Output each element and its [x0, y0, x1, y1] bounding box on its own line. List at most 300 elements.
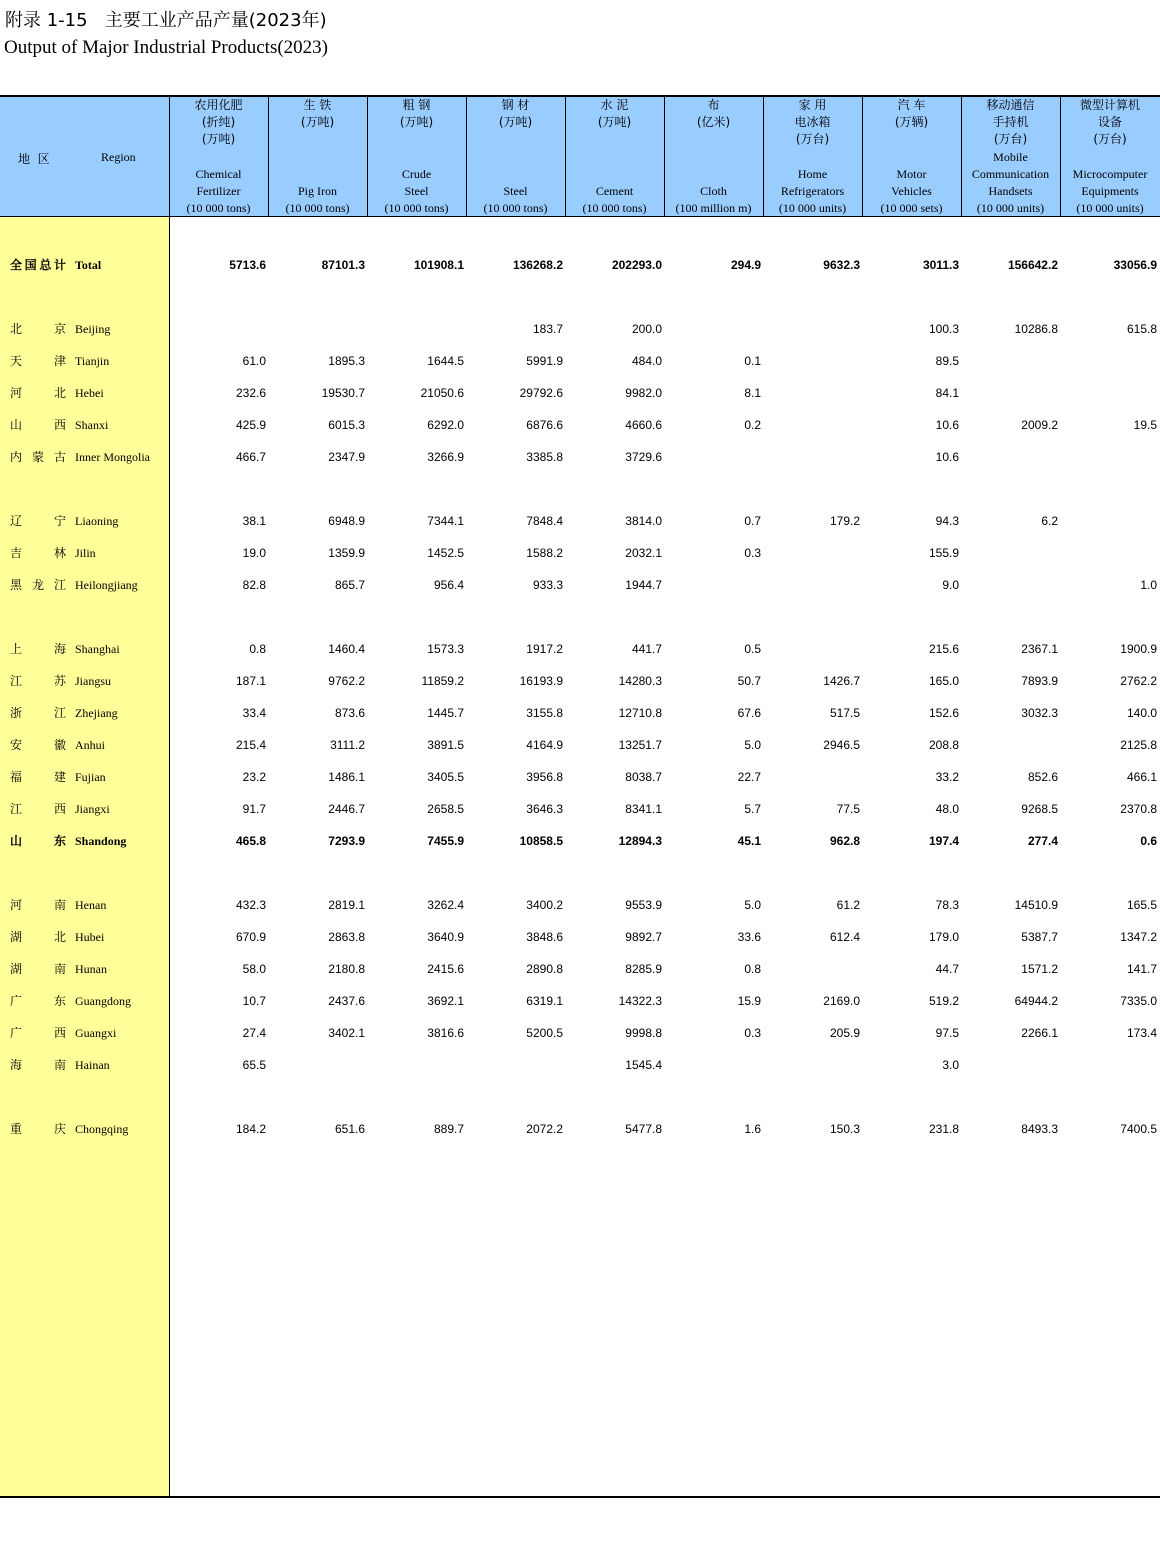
- cell-value: 1944.7: [625, 578, 662, 592]
- region-name-cn: 全国总计: [10, 258, 66, 272]
- cell-value: 1917.2: [526, 642, 563, 656]
- cell-value: 19530.7: [321, 386, 365, 400]
- region-name-cn: 湖北: [10, 930, 66, 944]
- cell-value: 612.4: [829, 930, 860, 944]
- column-header-en: [664, 183, 763, 217]
- cell-value: 84.1: [935, 386, 959, 400]
- cell-value: 50.7: [737, 674, 761, 688]
- column-header: [961, 97, 1060, 217]
- cell-value: 5991.9: [526, 354, 563, 368]
- column-header-cn: 汽 车: [897, 98, 926, 112]
- column-header-cn: (万台): [993, 132, 1028, 146]
- table-row: [0, 767, 1160, 787]
- cell-value: 155.9: [928, 546, 959, 560]
- column-header-en-line: (10 000 units): [976, 201, 1045, 215]
- header-divider: [763, 97, 764, 217]
- cell-value: 58.0: [242, 962, 266, 976]
- cell-value: 1571.2: [1021, 962, 1058, 976]
- region-name-en: Shanxi: [75, 418, 109, 432]
- region-name-cn: 江苏: [10, 674, 66, 688]
- cell-value: 136268.2: [512, 258, 563, 272]
- cell-value: 10.6: [935, 450, 959, 464]
- table-row: [0, 1023, 1160, 1043]
- column-header-cn: 电冰箱: [794, 115, 831, 129]
- cell-value: 100.3: [928, 322, 959, 336]
- region-name-en: Fujian: [75, 770, 106, 784]
- column-header-en-line: Refrigerators: [780, 184, 845, 198]
- column-header-en-line: (10 000 tons): [483, 201, 548, 215]
- region-name-cn: 广东: [10, 994, 66, 1008]
- cell-value: 9998.8: [625, 1026, 662, 1040]
- cell-value: 0.2: [744, 418, 761, 432]
- column-header-en-line: (100 million m): [675, 201, 752, 215]
- cell-value: 165.0: [928, 674, 959, 688]
- cell-value: 16193.9: [519, 674, 563, 688]
- table-row: [0, 1055, 1160, 1075]
- cell-value: 44.7: [935, 962, 959, 976]
- column-header-en-line: (10 000 tons): [285, 201, 350, 215]
- table-row: [0, 799, 1160, 819]
- cell-value: 615.8: [1126, 322, 1157, 336]
- cell-value: 82.8: [242, 578, 266, 592]
- cell-value: 13251.7: [618, 738, 662, 752]
- column-header-cn: 家 用: [798, 98, 827, 112]
- cell-value: 2819.1: [328, 898, 365, 912]
- column-header-en-line: Mobile: [993, 150, 1028, 164]
- column-header: [565, 97, 664, 217]
- cell-value: 4660.6: [625, 418, 662, 432]
- cell-value: 6.2: [1041, 514, 1058, 528]
- cell-value: 1588.2: [526, 546, 563, 560]
- cell-value: 1347.2: [1120, 930, 1157, 944]
- cell-value: 4164.9: [526, 738, 563, 752]
- cell-value: 10858.5: [519, 834, 563, 848]
- region-name-cn: 上海: [10, 642, 66, 656]
- region-name-cn: 江西: [10, 802, 66, 816]
- cell-value: 89.5: [935, 354, 959, 368]
- column-header-cn: (折纯): [201, 115, 236, 129]
- cell-value: 277.4: [1027, 834, 1058, 848]
- column-header-en-line: (10 000 sets): [880, 201, 943, 215]
- cell-value: 1900.9: [1120, 642, 1157, 656]
- cell-value: 2863.8: [328, 930, 365, 944]
- cell-value: 33.6: [737, 930, 761, 944]
- region-header-cn: 地 区: [18, 152, 50, 166]
- cell-value: 202293.0: [611, 258, 662, 272]
- cell-value: 64944.2: [1014, 994, 1058, 1008]
- column-header-en-line: Equipments: [1081, 184, 1139, 198]
- column-header-en: [268, 183, 367, 217]
- cell-value: 9892.7: [625, 930, 662, 944]
- column-header-en-line: Vehicles: [891, 184, 932, 198]
- cell-value: 205.9: [829, 1026, 860, 1040]
- cell-value: 179.2: [829, 514, 860, 528]
- cell-value: 7344.1: [427, 514, 464, 528]
- column-header: [268, 97, 367, 217]
- region-name-en: Zhejiang: [75, 706, 118, 720]
- cell-value: 3266.9: [427, 450, 464, 464]
- column-header: [664, 97, 763, 217]
- cell-value: 94.3: [935, 514, 959, 528]
- column-header-en-line: (10 000 tons): [384, 201, 449, 215]
- cell-value: 5.0: [744, 898, 761, 912]
- cell-value: 294.9: [730, 258, 761, 272]
- cell-value: 8285.9: [625, 962, 662, 976]
- cell-value: 873.6: [334, 706, 365, 720]
- region-name-cn: 山西: [10, 418, 66, 432]
- cell-value: 9762.2: [328, 674, 365, 688]
- region-name-cn: 吉林: [10, 546, 66, 560]
- cell-value: 6948.9: [328, 514, 365, 528]
- cell-value: 519.2: [928, 994, 959, 1008]
- cell-value: 1644.5: [427, 354, 464, 368]
- table-row: [0, 671, 1160, 691]
- region-name-en: Henan: [75, 898, 107, 912]
- cell-value: 3848.6: [526, 930, 563, 944]
- cell-value: 0.6: [1140, 834, 1157, 848]
- table-row: [0, 511, 1160, 531]
- cell-value: 651.6: [334, 1122, 365, 1136]
- region-name-cn: 内蒙古: [10, 450, 66, 464]
- industrial-products-table: [0, 95, 1160, 1498]
- cell-value: 2437.6: [328, 994, 365, 1008]
- cell-value: 3400.2: [526, 898, 563, 912]
- cell-value: 140.0: [1126, 706, 1157, 720]
- column-header-en-line: Communication: [971, 167, 1050, 181]
- cell-value: 2347.9: [328, 450, 365, 464]
- region-name-en: Total: [75, 258, 102, 272]
- cell-value: 152.6: [928, 706, 959, 720]
- cell-value: 889.7: [433, 1122, 464, 1136]
- region-name-en: Hubei: [75, 930, 105, 944]
- cell-value: 10.7: [242, 994, 266, 1008]
- page-title-cn: 附录 1-15 主要工业产品产量(2023年): [5, 10, 327, 31]
- cell-value: 466.7: [235, 450, 266, 464]
- cell-value: 2072.2: [526, 1122, 563, 1136]
- cell-value: 38.1: [242, 514, 266, 528]
- table-row: [0, 255, 1160, 275]
- cell-value: 0.1: [744, 354, 761, 368]
- cell-value: 101908.1: [413, 258, 464, 272]
- cell-value: 11859.2: [421, 674, 464, 688]
- header-divider: [367, 97, 368, 217]
- cell-value: 0.8: [744, 962, 761, 976]
- cell-value: 2009.2: [1021, 418, 1058, 432]
- cell-value: 2367.1: [1021, 642, 1058, 656]
- cell-value: 67.6: [737, 706, 761, 720]
- cell-value: 7893.9: [1021, 674, 1058, 688]
- column-header-en-line: Cloth: [700, 184, 727, 198]
- cell-value: 3891.5: [427, 738, 464, 752]
- column-header-en-line: (10 000 units): [1076, 201, 1144, 215]
- column-header-cn: (万吨): [201, 132, 236, 146]
- cell-value: 3814.0: [625, 514, 662, 528]
- column-header-en: [862, 166, 961, 217]
- column-header-cn: (万吨): [399, 115, 434, 129]
- cell-value: 7848.4: [526, 514, 563, 528]
- cell-value: 91.7: [242, 802, 266, 816]
- cell-value: 165.5: [1126, 898, 1157, 912]
- cell-value: 15.9: [737, 994, 761, 1008]
- table-row: [0, 991, 1160, 1011]
- cell-value: 48.0: [935, 802, 959, 816]
- cell-value: 466.1: [1126, 770, 1157, 784]
- cell-value: 8341.1: [625, 802, 662, 816]
- column-header: [1060, 97, 1160, 217]
- cell-value: 29792.6: [519, 386, 563, 400]
- region-name-cn: 黑龙江: [10, 578, 66, 592]
- column-header-cn: 粗 钢: [402, 98, 431, 112]
- region-name-cn: 河北: [10, 386, 66, 400]
- table-row: [0, 735, 1160, 755]
- column-header-en-line: Chemical: [195, 167, 242, 181]
- cell-value: 2446.7: [328, 802, 365, 816]
- cell-value: 3402.1: [328, 1026, 365, 1040]
- cell-value: 0.7: [744, 514, 761, 528]
- cell-value: 9268.5: [1021, 802, 1058, 816]
- cell-value: 2946.5: [823, 738, 860, 752]
- table-row: [0, 319, 1160, 339]
- cell-value: 3816.6: [427, 1026, 464, 1040]
- cell-value: 933.3: [532, 578, 563, 592]
- region-name-en: Tianjin: [75, 354, 110, 368]
- header-divider: [565, 97, 566, 217]
- cell-value: 3.0: [942, 1058, 959, 1072]
- column-header-cn: 钢 材: [501, 98, 530, 112]
- cell-value: 9.0: [942, 578, 959, 592]
- cell-value: 2125.8: [1120, 738, 1157, 752]
- column-header-cn: (万吨): [300, 115, 335, 129]
- cell-value: 865.7: [334, 578, 365, 592]
- cell-value: 231.8: [928, 1122, 959, 1136]
- header-divider: [466, 97, 467, 217]
- cell-value: 19.5: [1133, 418, 1157, 432]
- cell-value: 6292.0: [427, 418, 464, 432]
- column-header: [169, 97, 268, 217]
- cell-value: 1895.3: [328, 354, 365, 368]
- cell-value: 0.3: [744, 1026, 761, 1040]
- region-column-band: [0, 217, 169, 1497]
- cell-value: 956.4: [433, 578, 464, 592]
- cell-value: 5387.7: [1021, 930, 1058, 944]
- region-name-cn: 山东: [10, 834, 66, 848]
- column-header-en-line: Home: [797, 167, 828, 181]
- cell-value: 97.5: [935, 1026, 959, 1040]
- cell-value: 465.8: [235, 834, 266, 848]
- column-header-cn: (万台): [1093, 132, 1127, 146]
- cell-value: 3956.8: [526, 770, 563, 784]
- cell-value: 23.2: [242, 770, 266, 784]
- cell-value: 1452.5: [427, 546, 464, 560]
- column-header-en-line: (10 000 tons): [186, 201, 251, 215]
- region-name-en: Jilin: [75, 546, 96, 560]
- cell-value: 2762.2: [1120, 674, 1157, 688]
- cell-value: 197.4: [928, 834, 959, 848]
- region-divider: [169, 97, 170, 1496]
- region-name-en: Guangdong: [75, 994, 131, 1008]
- cell-value: 179.0: [928, 930, 959, 944]
- cell-value: 200.0: [631, 322, 662, 336]
- cell-value: 9553.9: [625, 898, 662, 912]
- region-name-cn: 北京: [10, 322, 66, 336]
- cell-value: 3692.1: [427, 994, 464, 1008]
- cell-value: 21050.6: [420, 386, 464, 400]
- column-header: [466, 97, 565, 217]
- cell-value: 517.5: [829, 706, 860, 720]
- cell-value: 5200.5: [526, 1026, 563, 1040]
- column-header-en-line: Pig Iron: [298, 184, 337, 198]
- region-name-en: Jiangsu: [75, 674, 111, 688]
- column-header: [763, 97, 862, 217]
- cell-value: 3011.3: [922, 258, 959, 272]
- cell-value: 215.4: [235, 738, 266, 752]
- region-name-en: Inner Mongolia: [75, 450, 150, 464]
- region-name-en: Guangxi: [75, 1026, 117, 1040]
- table-row: [0, 351, 1160, 371]
- cell-value: 87101.3: [321, 258, 365, 272]
- cell-value: 0.3: [744, 546, 761, 560]
- cell-value: 9982.0: [625, 386, 662, 400]
- region-name-cn: 广西: [10, 1026, 66, 1040]
- cell-value: 183.7: [532, 322, 563, 336]
- cell-value: 19.0: [242, 546, 266, 560]
- cell-value: 12894.3: [618, 834, 662, 848]
- cell-value: 8493.3: [1021, 1122, 1058, 1136]
- cell-value: 8.1: [744, 386, 761, 400]
- cell-value: 1545.4: [625, 1058, 662, 1072]
- column-header-en-line: Crude: [401, 167, 432, 181]
- table-row: [0, 575, 1160, 595]
- column-header-cn: (万辆): [894, 115, 929, 129]
- cell-value: 3729.6: [625, 450, 662, 464]
- cell-value: 441.7: [631, 642, 662, 656]
- cell-value: 6876.6: [526, 418, 563, 432]
- cell-value: 2415.6: [427, 962, 464, 976]
- cell-value: 33056.9: [1113, 258, 1157, 272]
- cell-value: 1460.4: [328, 642, 365, 656]
- cell-value: 8038.7: [625, 770, 662, 784]
- column-header-en: [1060, 166, 1160, 217]
- column-header-cn: (万吨): [597, 115, 632, 129]
- cell-value: 61.0: [242, 354, 266, 368]
- region-name-cn: 重庆: [10, 1122, 66, 1136]
- cell-value: 33.4: [242, 706, 266, 720]
- table-bottom-rule: [0, 1496, 1160, 1498]
- region-name-en: Liaoning: [75, 514, 119, 528]
- cell-value: 5.7: [744, 802, 761, 816]
- cell-value: 10286.8: [1014, 322, 1058, 336]
- cell-value: 3032.3: [1021, 706, 1058, 720]
- cell-value: 1486.1: [328, 770, 365, 784]
- cell-value: 2890.8: [526, 962, 563, 976]
- column-header-cn: 布: [707, 98, 720, 112]
- region-name-en: Hunan: [75, 962, 107, 976]
- cell-value: 7335.0: [1120, 994, 1157, 1008]
- cell-value: 1426.7: [823, 674, 860, 688]
- cell-value: 232.6: [235, 386, 266, 400]
- cell-value: 2169.0: [823, 994, 860, 1008]
- column-header-en-line: Microcomputer: [1072, 167, 1148, 181]
- region-name-cn: 湖南: [10, 962, 66, 976]
- cell-value: 3646.3: [526, 802, 563, 816]
- cell-value: 3155.8: [526, 706, 563, 720]
- table-row: [0, 927, 1160, 947]
- cell-value: 61.2: [836, 898, 860, 912]
- cell-value: 1445.7: [427, 706, 464, 720]
- header-divider: [961, 97, 962, 217]
- cell-value: 7400.5: [1120, 1122, 1157, 1136]
- header-divider: [268, 97, 269, 217]
- cell-value: 77.5: [836, 802, 860, 816]
- cell-value: 14510.9: [1014, 898, 1058, 912]
- region-name-cn: 天津: [10, 354, 66, 368]
- column-header-cn: 手持机: [992, 115, 1029, 129]
- column-header-en: [565, 183, 664, 217]
- column-header-en-line: (10 000 tons): [582, 201, 647, 215]
- cell-value: 670.9: [235, 930, 266, 944]
- column-header-en: [367, 166, 466, 217]
- column-header: [367, 97, 466, 217]
- table-row: [0, 1119, 1160, 1139]
- cell-value: 2032.1: [625, 546, 662, 560]
- column-header-en-line: Cement: [595, 184, 634, 198]
- region-name-en: Heilongjiang: [75, 578, 138, 592]
- cell-value: 1359.9: [328, 546, 365, 560]
- region-name-en: Shandong: [75, 834, 127, 848]
- column-header-cn: (万吨): [498, 115, 533, 129]
- table-row: [0, 703, 1160, 723]
- region-name-en: Hainan: [75, 1058, 110, 1072]
- cell-value: 432.3: [235, 898, 266, 912]
- table-row: [0, 959, 1160, 979]
- cell-value: 9632.3: [823, 258, 860, 272]
- cell-value: 215.6: [928, 642, 959, 656]
- column-header-cn: 农用化肥: [194, 98, 243, 112]
- cell-value: 22.7: [737, 770, 761, 784]
- page-title-en: Output of Major Industrial Products(2023): [4, 37, 329, 58]
- region-name-cn: 浙江: [10, 706, 66, 720]
- cell-value: 14280.3: [618, 674, 662, 688]
- region-name-en: Beijing: [75, 322, 111, 336]
- table-row: [0, 831, 1160, 851]
- cell-value: 7455.9: [427, 834, 464, 848]
- table-row: [0, 543, 1160, 563]
- cell-value: 1.6: [744, 1122, 761, 1136]
- cell-value: 45.1: [737, 834, 761, 848]
- cell-value: 3111.2: [330, 738, 365, 752]
- cell-value: 5477.8: [625, 1122, 662, 1136]
- cell-value: 141.7: [1126, 962, 1157, 976]
- cell-value: 5.0: [744, 738, 761, 752]
- cell-value: 3385.8: [526, 450, 563, 464]
- header-divider: [664, 97, 665, 217]
- cell-value: 1573.3: [427, 642, 464, 656]
- cell-value: 173.4: [1126, 1026, 1157, 1040]
- region-name-cn: 海南: [10, 1058, 66, 1072]
- cell-value: 484.0: [631, 354, 662, 368]
- header-divider: [862, 97, 863, 217]
- column-header-en-line: Motor: [896, 167, 927, 181]
- region-name-en: Hebei: [75, 386, 104, 400]
- cell-value: 184.2: [235, 1122, 266, 1136]
- cell-value: 27.4: [242, 1026, 266, 1040]
- cell-value: 0.5: [744, 642, 761, 656]
- cell-value: 14322.3: [618, 994, 662, 1008]
- cell-value: 208.8: [928, 738, 959, 752]
- column-header-en-line: Fertilizer: [196, 184, 241, 198]
- column-header-cn: 移动通信: [986, 98, 1035, 112]
- cell-value: 12710.8: [618, 706, 662, 720]
